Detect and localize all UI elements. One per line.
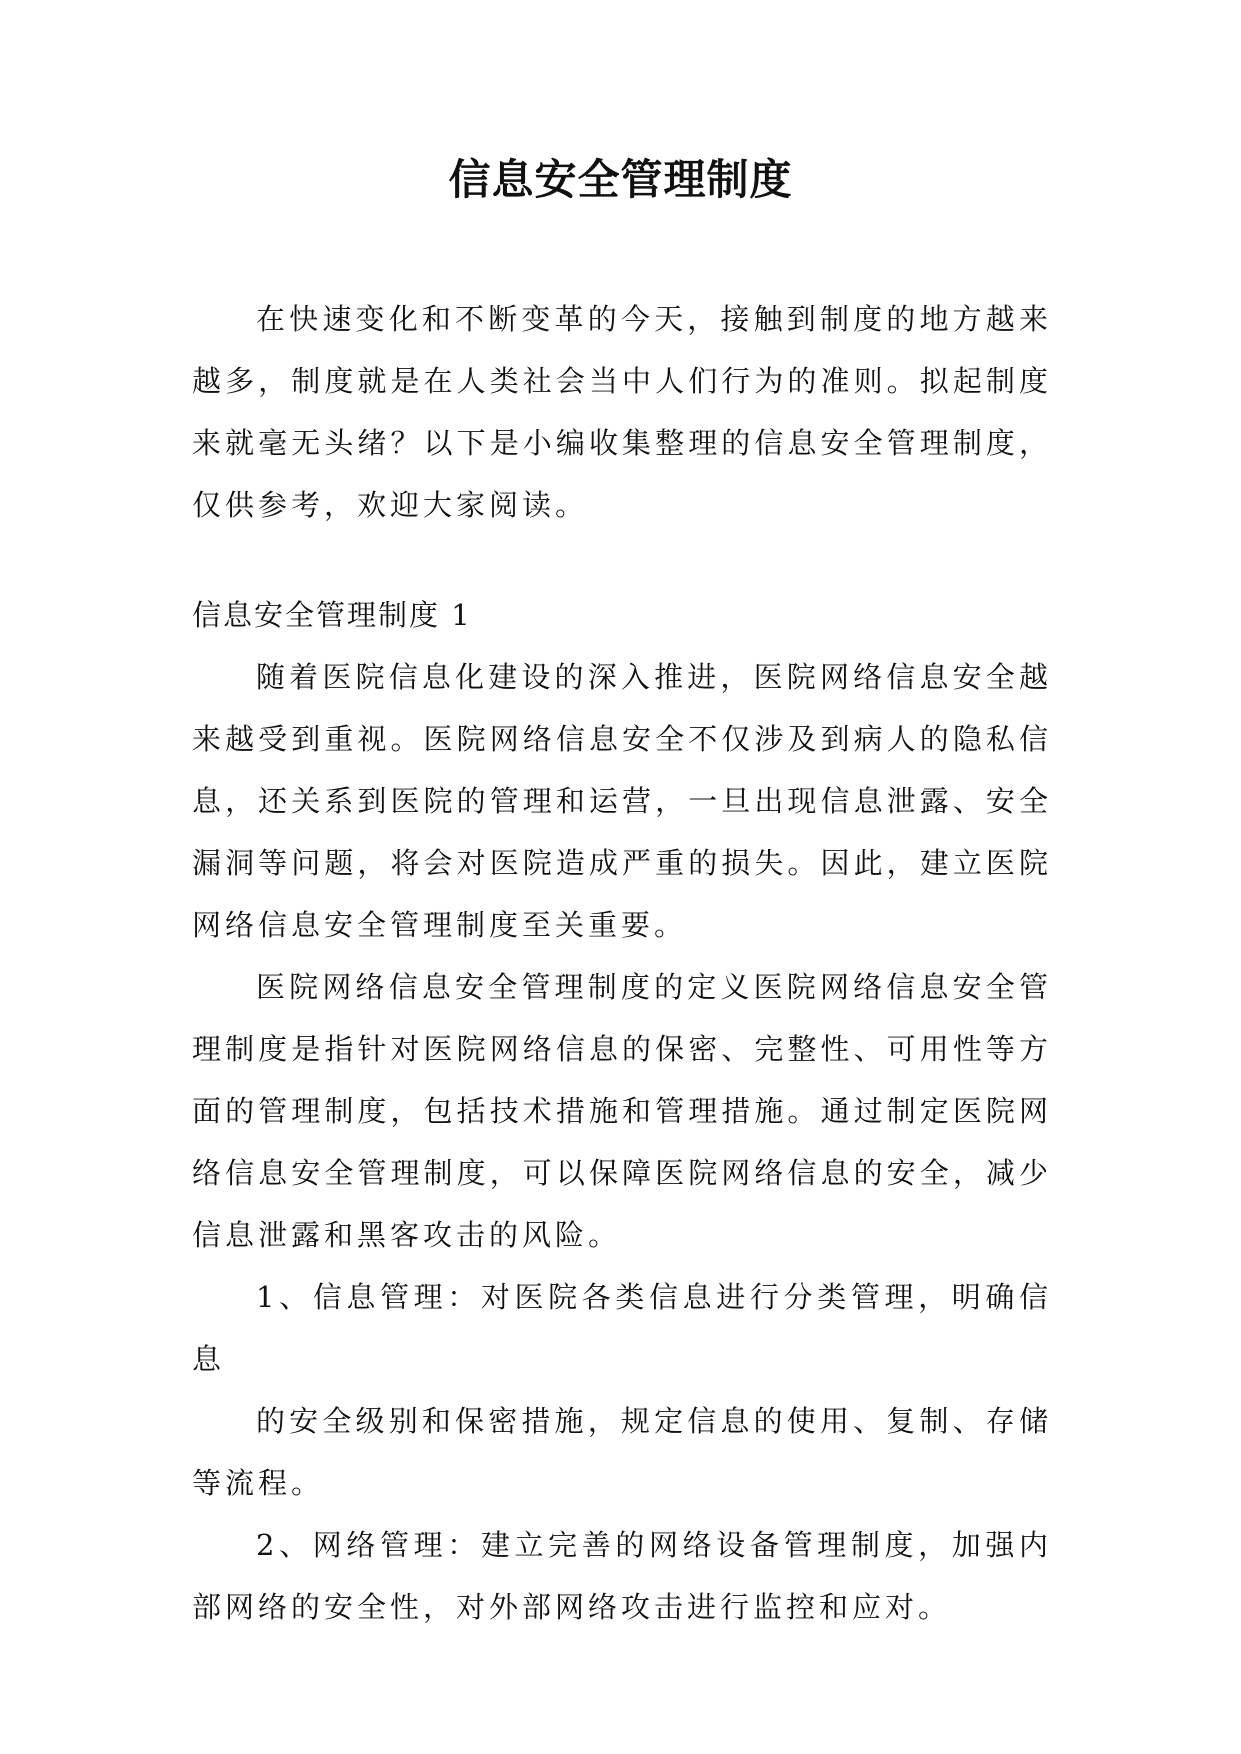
body-paragraph: 随着医院信息化建设的深入推进，医院网络信息安全越来越受到重视。医院网络信息安全不仅涉及到病人的隐私信息，还关系到医院的管理和运营，一旦出现信息泄露、安全漏洞等问题，将会对医院造成严重的损失。因此，建立医院网络信息安全管理制度至关重要。: [192, 660, 1052, 942]
section-heading: 信息安全管理制度 1: [192, 598, 472, 632]
document-title: 信息安全管理制度: [448, 155, 793, 204]
list-item-information-management: 1、信息管理：对医院各类信息进行分类管理，明确信息: [192, 1280, 1052, 1376]
body-paragraph: 医院网络信息安全管理制度的定义医院网络信息安全管理制度是指针对医院网络信息的保密、完整性、可用性等方面的管理制度，包括技术措施和管理措施。通过制定医院网络信息安全管理制度，可以保障医院网络信息的安全，减少信息泄露和黑客攻击的风险。: [192, 970, 1052, 1252]
list-item-continuation: 的安全级别和保密措施，规定信息的使用、复制、存储等流程。: [192, 1404, 1052, 1500]
document-body: [192, 288, 1052, 1638]
intro-paragraph: 在快速变化和不断变革的今天，接触到制度的地方越来越多，制度就是在人类社会当中人们行为的准则。拟起制度来就毫无头绪？以下是小编收集整理的信息安全管理制度，仅供参考，欢迎大家阅读。: [192, 302, 1052, 522]
section-gap: [192, 536, 1052, 584]
list-item-network-management: 2、网络管理：建立完善的网络设备管理制度，加强内部网络的安全性，对外部网络攻击进行监控和应对。: [192, 1528, 1052, 1624]
